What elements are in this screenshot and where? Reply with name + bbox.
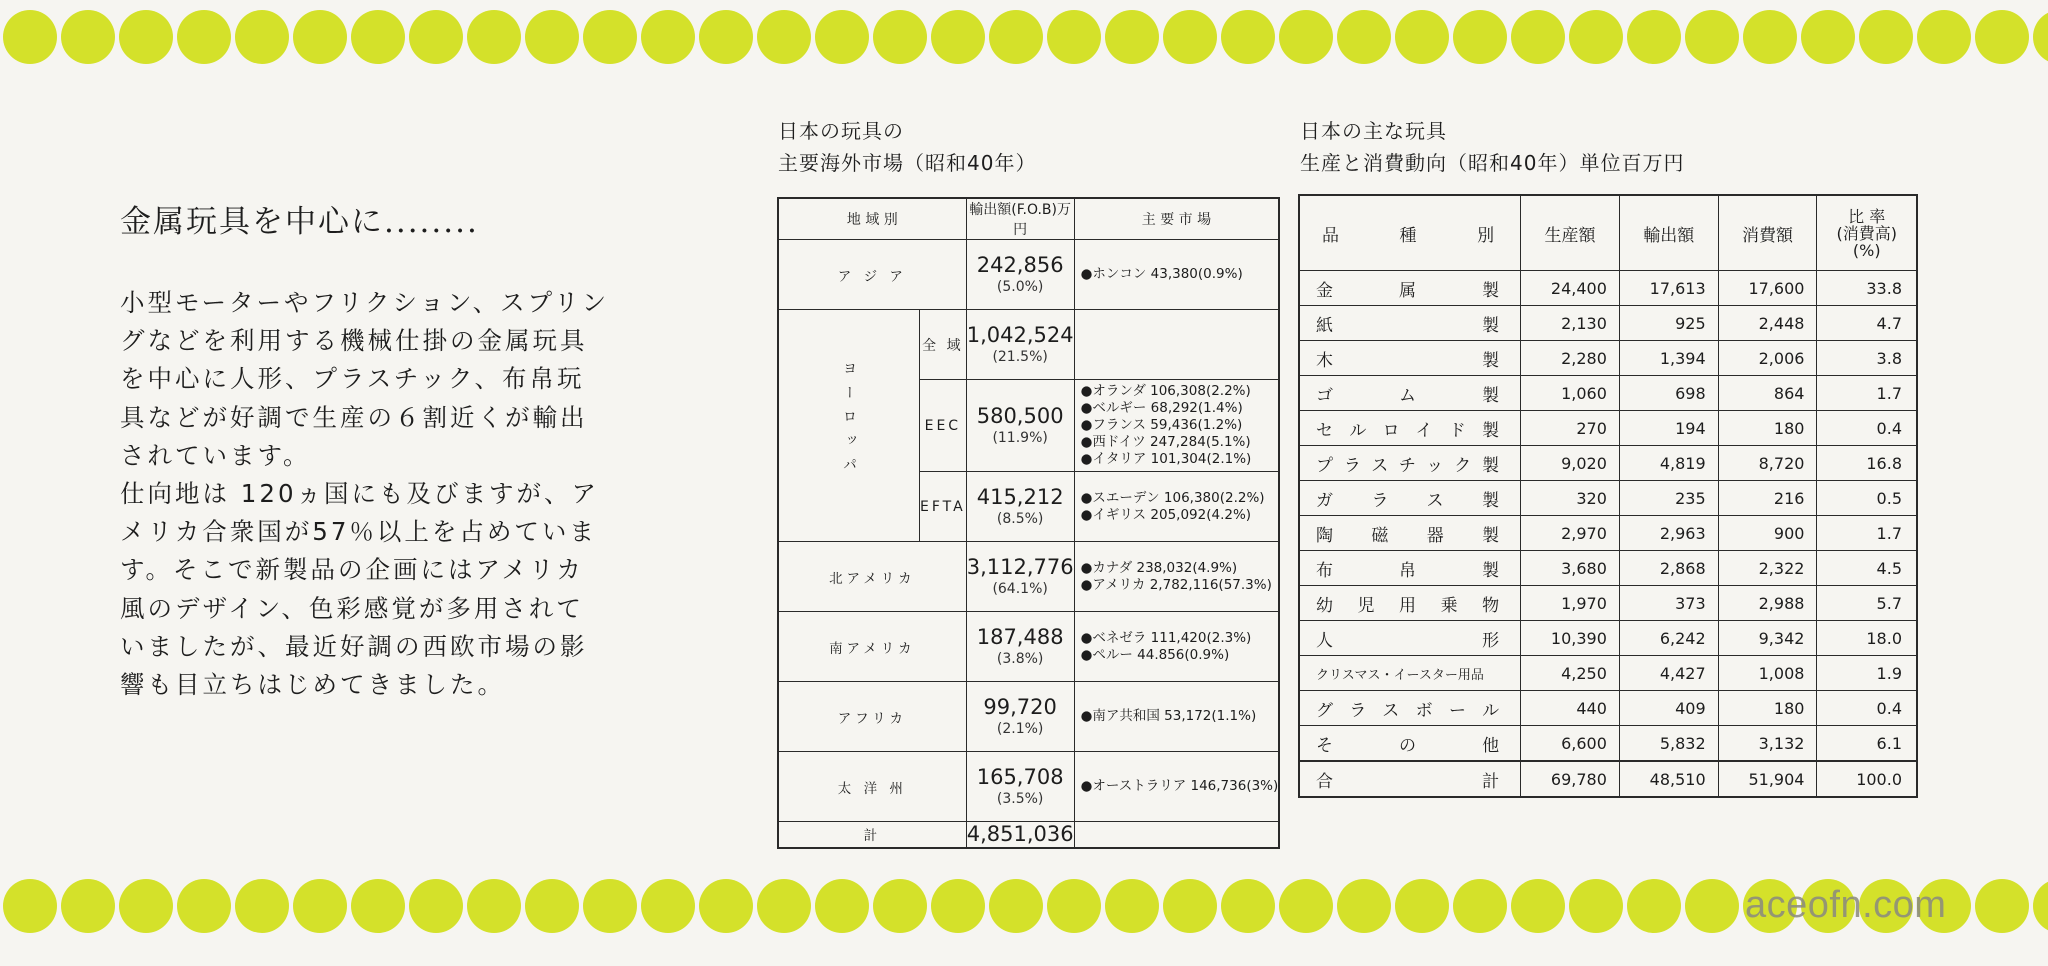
region-cell: 南アメリカ xyxy=(778,612,966,682)
header-ratio xyxy=(1817,195,1917,271)
market-row xyxy=(778,542,1279,612)
production-row xyxy=(1299,586,1917,621)
decor-dot xyxy=(2033,879,2048,933)
ratio-cell: 1.7 xyxy=(1817,376,1917,411)
market-table-title xyxy=(778,115,1036,179)
amount-value: 1,042,524 xyxy=(966,322,1074,347)
decor-dot xyxy=(293,10,347,64)
amount-cell xyxy=(966,612,1074,682)
consumption-cell: 216 xyxy=(1718,481,1817,516)
decor-dot xyxy=(1859,10,1913,64)
production-cell: 69,780 xyxy=(1521,761,1620,797)
decor-dot xyxy=(1279,10,1333,64)
header-ratio-line: (消費高) xyxy=(1836,223,1897,243)
decor-dot xyxy=(931,10,985,64)
total-label: 計 xyxy=(778,822,966,848)
production-row xyxy=(1299,691,1917,726)
amount-cell xyxy=(966,380,1074,472)
ratio-cell: 18.0 xyxy=(1817,621,1917,656)
market-entry: ●イギリス 205,092(4.2%) xyxy=(1080,506,1252,523)
decor-dot xyxy=(119,879,173,933)
decor-dot xyxy=(1047,879,1101,933)
item-cell: ゴム製 xyxy=(1299,376,1521,411)
decor-dot xyxy=(1221,879,1275,933)
item-cell: プラスチック製 xyxy=(1299,446,1521,481)
production-cell: 3,680 xyxy=(1521,551,1620,586)
decor-dot xyxy=(989,879,1043,933)
ratio-cell: 3.8 xyxy=(1817,341,1917,376)
amount-value: 3,112,776 xyxy=(966,554,1074,579)
consumption-cell: 2,448 xyxy=(1718,306,1817,341)
decor-dot xyxy=(61,10,115,64)
production-title-line: 生産と消費動向（昭和40年）単位百万円 xyxy=(1300,151,1685,175)
decor-dot xyxy=(641,879,695,933)
export-cell: 5,832 xyxy=(1619,726,1718,762)
markets-cell xyxy=(1074,472,1279,542)
decor-dot xyxy=(699,10,753,64)
markets-cell xyxy=(1074,240,1279,310)
production-cell: 1,970 xyxy=(1521,586,1620,621)
production-cell: 440 xyxy=(1521,691,1620,726)
item-cell: 合計 xyxy=(1299,761,1521,797)
amount-percent: (5.0%) xyxy=(996,278,1044,295)
decor-dot xyxy=(757,10,811,64)
dot-border-bottom xyxy=(0,879,2048,939)
market-entry: ●カナダ 238,032(4.9%) xyxy=(1080,559,1238,576)
ratio-cell: 6.1 xyxy=(1817,726,1917,762)
total-amount-value: 4,851,036 xyxy=(966,822,1074,847)
amount-cell xyxy=(966,542,1074,612)
market-entry: ●ベネゼラ 111,420(2.3%) xyxy=(1080,629,1252,646)
decor-dot xyxy=(177,10,231,64)
decor-dot xyxy=(1163,879,1217,933)
header-region: 地 域 別 xyxy=(778,198,966,240)
page-heading: 金属玩具を中心に........ xyxy=(120,204,479,240)
market-entry: ●オーストラリア 146,736(3%) xyxy=(1080,778,1279,794)
decor-dot xyxy=(235,879,289,933)
export-cell: 1,394 xyxy=(1619,341,1718,376)
decor-dot xyxy=(351,879,405,933)
consumption-cell: 51,904 xyxy=(1718,761,1817,797)
export-cell: 2,868 xyxy=(1619,551,1718,586)
market-entry: ●スエーデン 106,380(2.2%) xyxy=(1080,489,1265,506)
consumption-cell: 864 xyxy=(1718,376,1817,411)
header-ratio-line: 比 率 xyxy=(1848,206,1886,226)
amount-value: 580,500 xyxy=(976,403,1064,428)
decor-dot xyxy=(1047,10,1101,64)
header-consumption: 消費額 xyxy=(1718,195,1817,271)
amount-percent: (3.8%) xyxy=(996,650,1044,667)
europe-label-text: ヨーロッパ xyxy=(841,360,857,481)
item-cell: その他 xyxy=(1299,726,1521,762)
market-entry: ●西ドイツ 247,284(5.1%) xyxy=(1080,434,1251,450)
subregion-cell: EFTA xyxy=(920,472,967,542)
export-cell: 4,427 xyxy=(1619,656,1718,691)
decor-dot xyxy=(873,10,927,64)
markets-cell xyxy=(1074,380,1279,472)
decor-dot xyxy=(2033,10,2048,64)
ratio-cell: 16.8 xyxy=(1817,446,1917,481)
market-total-row xyxy=(778,822,1279,848)
export-cell: 48,510 xyxy=(1619,761,1718,797)
production-row xyxy=(1299,271,1917,306)
total-amount xyxy=(966,822,1074,848)
market-entry: ●オランダ 106,308(2.2%) xyxy=(1080,383,1251,399)
production-row xyxy=(1299,621,1917,656)
body-paragraph: 仕向地は 120ヵ国にも及びますが、アメリカ合衆国が57％以上を占めています。そこで新製品の企画にはアメリカ風のデザイン、色彩感覚が多用されていましたが、最近好調の西欧市場の影響も目立ちはじめてきました。 xyxy=(120,479,600,700)
production-table-title xyxy=(1300,115,1684,179)
decor-dot xyxy=(1975,10,2029,64)
decor-dot xyxy=(177,879,231,933)
consumption-cell: 1,008 xyxy=(1718,656,1817,691)
amount-cell xyxy=(966,752,1074,822)
market-title-line: 主要海外市場（昭和40年） xyxy=(778,151,1037,175)
production-row xyxy=(1299,446,1917,481)
market-entry: ●イタリア 101,304(2.1%) xyxy=(1080,451,1252,467)
header-production: 生産額 xyxy=(1521,195,1620,271)
decor-dot xyxy=(1163,10,1217,64)
decor-dot xyxy=(3,10,57,64)
decor-dot xyxy=(1975,879,2029,933)
decor-dot xyxy=(409,879,463,933)
decor-dot xyxy=(815,10,869,64)
production-row xyxy=(1299,341,1917,376)
amount-percent: (21.5%) xyxy=(992,348,1048,365)
decor-dot xyxy=(931,879,985,933)
export-cell: 698 xyxy=(1619,376,1718,411)
consumption-cell: 900 xyxy=(1718,516,1817,551)
decor-dot xyxy=(119,10,173,64)
market-row xyxy=(778,752,1279,822)
market-entry: ●ベルギー 68,292(1.4%) xyxy=(1080,400,1243,416)
market-entry: ●ホンコン 43,380(0.9%) xyxy=(1080,266,1243,282)
decor-dot xyxy=(1453,10,1507,64)
decor-dot xyxy=(1221,10,1275,64)
ratio-cell: 4.5 xyxy=(1817,551,1917,586)
header-item: 品 種 別 xyxy=(1299,195,1521,271)
item-cell: 幼児用乗物 xyxy=(1299,586,1521,621)
production-row xyxy=(1299,481,1917,516)
decor-dot xyxy=(1801,10,1855,64)
production-title-line: 日本の主な玩具 xyxy=(1300,119,1447,143)
decor-dot xyxy=(873,879,927,933)
consumption-cell: 17,600 xyxy=(1718,271,1817,306)
decor-dot xyxy=(1685,10,1739,64)
amount-percent: (8.5%) xyxy=(996,510,1044,527)
production-cell: 2,970 xyxy=(1521,516,1620,551)
export-cell: 6,242 xyxy=(1619,621,1718,656)
production-cell: 2,130 xyxy=(1521,306,1620,341)
ratio-cell: 0.4 xyxy=(1817,411,1917,446)
production-cell: 9,020 xyxy=(1521,446,1620,481)
body-paragraph: 小型モーターやフリクション、スプリングなどを利用する機械仕掛の金属玩具を中心に人形、プラスチック、布帛玩具などが好調で生産の６割近くが輸出されています。 xyxy=(120,288,610,470)
export-cell: 235 xyxy=(1619,481,1718,516)
export-cell: 4,819 xyxy=(1619,446,1718,481)
decor-dot xyxy=(1337,879,1391,933)
decor-dot xyxy=(583,10,637,64)
export-cell: 17,613 xyxy=(1619,271,1718,306)
export-cell: 2,963 xyxy=(1619,516,1718,551)
consumption-cell: 9,342 xyxy=(1718,621,1817,656)
export-cell: 925 xyxy=(1619,306,1718,341)
item-cell: 木製 xyxy=(1299,341,1521,376)
region-cell: 太 洋 州 xyxy=(778,752,966,822)
amount-value: 187,488 xyxy=(976,624,1064,649)
production-row xyxy=(1299,726,1917,762)
decor-dot xyxy=(1627,879,1681,933)
item-cell: グラスボール xyxy=(1299,691,1521,726)
consumption-cell: 8,720 xyxy=(1718,446,1817,481)
markets-cell xyxy=(1074,612,1279,682)
production-row xyxy=(1299,551,1917,586)
amount-value: 99,720 xyxy=(983,694,1057,719)
decor-dot xyxy=(815,879,869,933)
decor-dot xyxy=(1917,10,1971,64)
decor-dot xyxy=(1105,879,1159,933)
amount-cell xyxy=(966,240,1074,310)
ratio-cell: 0.4 xyxy=(1817,691,1917,726)
header-amount: 輸出額(F.O.B)万円 xyxy=(966,198,1074,240)
decor-dot xyxy=(1105,10,1159,64)
decor-dot xyxy=(61,879,115,933)
subregion-cell: EEC xyxy=(920,380,967,472)
ratio-cell: 33.8 xyxy=(1817,271,1917,306)
consumption-cell: 2,988 xyxy=(1718,586,1817,621)
ratio-cell: 4.7 xyxy=(1817,306,1917,341)
item-cell: ガラス製 xyxy=(1299,481,1521,516)
market-entry: ●フランス 59,436(1.2%) xyxy=(1080,417,1243,433)
item-cell: 金属製 xyxy=(1299,271,1521,306)
markets-cell xyxy=(1074,682,1279,752)
market-row xyxy=(778,310,1279,380)
watermark: aceofn.com xyxy=(1745,884,1947,926)
subregion-cell: 全 域 xyxy=(920,310,967,380)
production-table xyxy=(1298,194,1918,798)
production-row xyxy=(1299,516,1917,551)
ratio-cell: 5.7 xyxy=(1817,586,1917,621)
decor-dot xyxy=(699,879,753,933)
decor-dot xyxy=(293,879,347,933)
production-cell: 2,280 xyxy=(1521,341,1620,376)
markets-cell xyxy=(1074,310,1279,380)
market-row xyxy=(778,612,1279,682)
consumption-cell: 2,322 xyxy=(1718,551,1817,586)
production-cell: 320 xyxy=(1521,481,1620,516)
amount-cell xyxy=(966,472,1074,542)
production-cell: 1,060 xyxy=(1521,376,1620,411)
production-header-row xyxy=(1299,195,1917,271)
production-cell: 10,390 xyxy=(1521,621,1620,656)
decor-dot xyxy=(757,879,811,933)
decor-dot xyxy=(1569,10,1623,64)
item-cell: 人形 xyxy=(1299,621,1521,656)
decor-dot xyxy=(525,10,579,64)
ratio-cell: 100.0 xyxy=(1817,761,1917,797)
decor-dot xyxy=(1337,10,1391,64)
markets-cell xyxy=(1074,542,1279,612)
header-ratio-line: (%) xyxy=(1852,240,1881,260)
decor-dot xyxy=(1395,879,1449,933)
ratio-cell: 0.5 xyxy=(1817,481,1917,516)
production-row xyxy=(1299,376,1917,411)
item-cell: 布帛製 xyxy=(1299,551,1521,586)
item-cell: クリスマス・イースター用品 xyxy=(1299,656,1521,691)
decor-dot xyxy=(1627,10,1681,64)
production-cell: 24,400 xyxy=(1521,271,1620,306)
item-cell: セルロイド製 xyxy=(1299,411,1521,446)
region-cell: 北アメリカ xyxy=(778,542,966,612)
market-entry: ●南ア共和国 53,172(1.1%) xyxy=(1080,708,1257,724)
decor-dot xyxy=(583,879,637,933)
decor-dot xyxy=(989,10,1043,64)
amount-percent: (64.1%) xyxy=(992,580,1048,597)
market-row xyxy=(778,240,1279,310)
market-entry: ●アメリカ 2,782,116(57.3%) xyxy=(1080,576,1272,593)
export-cell: 373 xyxy=(1619,586,1718,621)
production-row xyxy=(1299,306,1917,341)
amount-cell xyxy=(966,682,1074,752)
consumption-cell: 3,132 xyxy=(1718,726,1817,762)
amount-value: 242,856 xyxy=(976,252,1064,277)
consumption-cell: 2,006 xyxy=(1718,341,1817,376)
region-cell: ア ジ ア xyxy=(778,240,966,310)
consumption-cell: 180 xyxy=(1718,411,1817,446)
amount-percent: (3.5%) xyxy=(996,790,1044,807)
market-table xyxy=(777,197,1280,849)
decor-dot xyxy=(1685,879,1739,933)
decor-dot xyxy=(1453,879,1507,933)
decor-dot xyxy=(409,10,463,64)
production-row xyxy=(1299,656,1917,691)
export-cell: 409 xyxy=(1619,691,1718,726)
decor-dot xyxy=(1511,879,1565,933)
ratio-cell: 1.9 xyxy=(1817,656,1917,691)
amount-percent: (2.1%) xyxy=(996,720,1044,737)
decor-dot xyxy=(1279,879,1333,933)
dot-border-top xyxy=(0,10,2048,70)
total-markets-cell xyxy=(1074,822,1279,848)
item-cell: 紙製 xyxy=(1299,306,1521,341)
decor-dot xyxy=(525,879,579,933)
body-text xyxy=(120,284,610,704)
production-cell: 270 xyxy=(1521,411,1620,446)
production-cell: 4,250 xyxy=(1521,656,1620,691)
decor-dot xyxy=(351,10,405,64)
market-entry: ●ペルー 44.856(0.9%) xyxy=(1080,646,1230,663)
decor-dot xyxy=(1511,10,1565,64)
amount-value: 415,212 xyxy=(976,484,1064,509)
decor-dot xyxy=(1743,10,1797,64)
market-title-line: 日本の玩具の xyxy=(778,119,904,143)
ratio-cell: 1.7 xyxy=(1817,516,1917,551)
region-cell: アフリカ xyxy=(778,682,966,752)
decor-dot xyxy=(235,10,289,64)
amount-value: 165,708 xyxy=(976,764,1064,789)
decor-dot xyxy=(1569,879,1623,933)
amount-cell xyxy=(966,310,1074,380)
decor-dot xyxy=(3,879,57,933)
export-cell: 194 xyxy=(1619,411,1718,446)
item-cell: 陶磁器製 xyxy=(1299,516,1521,551)
europe-label xyxy=(778,310,920,542)
market-header-row xyxy=(778,198,1279,240)
decor-dot xyxy=(467,10,521,64)
markets-cell xyxy=(1074,752,1279,822)
header-markets: 主 要 市 場 xyxy=(1074,198,1279,240)
consumption-cell: 180 xyxy=(1718,691,1817,726)
production-cell: 6,600 xyxy=(1521,726,1620,762)
decor-dot xyxy=(641,10,695,64)
decor-dot xyxy=(1395,10,1449,64)
header-export: 輸出額 xyxy=(1619,195,1718,271)
production-row xyxy=(1299,411,1917,446)
production-row xyxy=(1299,761,1917,797)
amount-percent: (11.9%) xyxy=(992,429,1048,446)
market-row xyxy=(778,682,1279,752)
decor-dot xyxy=(467,879,521,933)
